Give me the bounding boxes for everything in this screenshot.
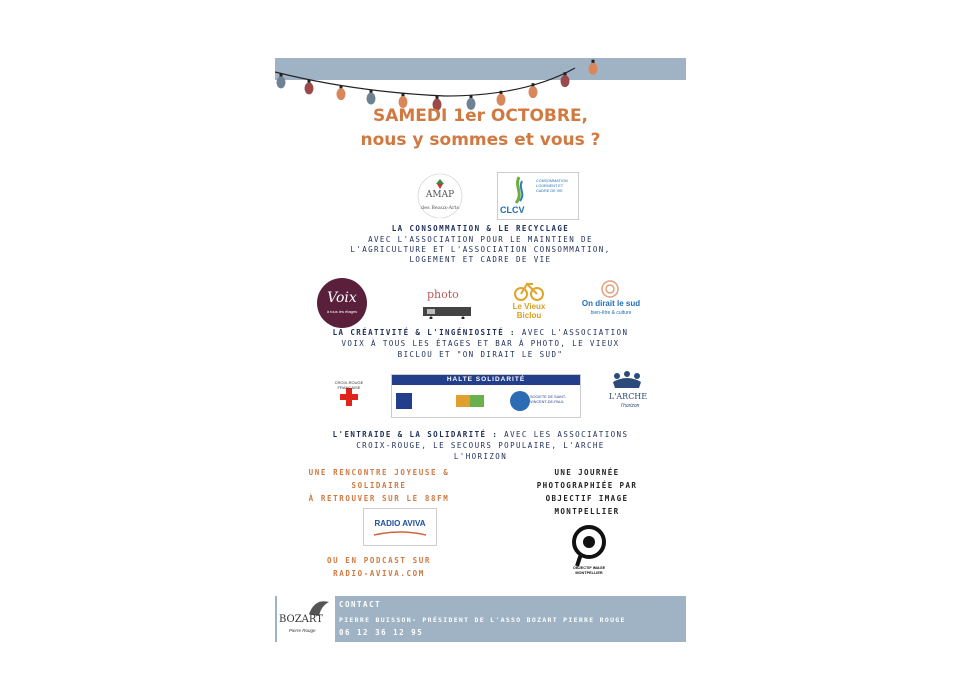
- on-dirait-le-sud-logo: On dirait le sud bien-être & culture: [573, 280, 649, 324]
- photo-credit-line-2: PHOTOGRAPHIÉE PAR: [536, 481, 638, 490]
- light-bulb: [561, 75, 570, 87]
- halte-solidarite-logo: HALTE SOLIDARITÉ SOCIETE DE SAINT-VINCENT-DE-PAUL: [391, 374, 581, 418]
- bar-a-photo-logo: photo: [419, 284, 475, 324]
- light-bulb: [367, 92, 376, 104]
- amap-logo: AMAP des Beaux-Arts: [413, 173, 467, 219]
- light-bulb: [277, 76, 286, 88]
- radio-line-3: À RETROUVER SUR LE 88FM: [308, 494, 450, 503]
- light-bulb: [337, 88, 346, 100]
- section-solidarite-line-3: L'HORIZON: [453, 452, 508, 461]
- podcast-line-1: OU EN PODCAST SUR: [327, 556, 431, 565]
- podcast-link: RADIO-AVIVA.COM: [333, 569, 425, 578]
- radio-line-2: SOLIDAIRE: [351, 481, 407, 490]
- contact-phone[interactable]: 06 12 36 12 95: [339, 628, 424, 637]
- croix-rouge-logo: CROIX-ROUGE FRANÇAISE: [331, 380, 367, 420]
- radio-line-1: UNE RENCONTRE JOYEUSE &: [308, 468, 450, 477]
- le-vieux-biclou-logo: Le Vieux Biclou: [507, 276, 551, 326]
- section-creativite-line-3: BICLOU ET "ON DIRAIT LE SUD": [397, 350, 564, 359]
- section-consommation-line-3: LOGEMENT ET CADRE DE VIE: [409, 255, 552, 264]
- section-creativite-title: LA CRÉATIVITÉ & L'INGÉNIOSITÉ :: [332, 328, 516, 337]
- section-creativite-line-2: VOIX À TOUS LES ÉTAGES ET BAR À PHOTO, LE VIEUX: [341, 339, 620, 348]
- photo-credit-line-4: MONTPELLIER: [554, 507, 620, 516]
- photo-credit-line-1: UNE JOURNÉE: [554, 468, 620, 477]
- headline-line-2: nous y sommes et vous ?: [360, 130, 601, 150]
- photo-credit-line-3: OBJECTIF IMAGE: [545, 494, 629, 503]
- radio-aviva-logo: RADIO AVIVA: [363, 508, 437, 546]
- voix-logo: Voix à tous les étages: [317, 278, 367, 328]
- clcv-logo: CLCV CONSOMMATION LOGEMENT ET CADRE DE VIE: [497, 172, 579, 220]
- bozart-logo: BOZART Pierre Rouge: [277, 594, 335, 642]
- light-bulb: [589, 63, 598, 75]
- light-bulb: [529, 86, 538, 98]
- section-consommation-line-2: L'AGRICULTURE ET L'ASSOCIATION CONSOMMATION,: [350, 245, 611, 254]
- section-solidarite-line-1: L'ENTRAIDE & LA SOLIDARITÉ : AVEC LES ASSOCIATIONS: [332, 430, 629, 439]
- section-consommation-line-1: AVEC L'ASSOCIATION POUR LE MAINTIEN DE: [368, 235, 593, 244]
- section-solidarite-title: L'ENTRAIDE & LA SOLIDARITÉ :: [332, 430, 499, 439]
- contact-label: CONTACT: [339, 600, 382, 609]
- objectif-image-logo: OBJECTIF IMAGE MONTPELLIER: [563, 524, 615, 576]
- light-bulb: [305, 82, 314, 94]
- contact-name: PIERRE BUISSON- PRÉSIDENT DE L'ASSO BOZART PIERRE ROUGE: [339, 616, 626, 624]
- section-creativite-line-1: LA CRÉATIVITÉ & L'INGÉNIOSITÉ : AVEC L'ASSOCIATION: [332, 328, 629, 337]
- larche-logo: L'ARCHE l'horizon: [603, 370, 653, 418]
- section-consommation-title: LA CONSOMMATION & LE RECYCLAGE: [391, 224, 570, 233]
- light-bulb: [497, 94, 506, 106]
- section-solidarite-line-2: CROIX-ROUGE, LE SECOURS POPULAIRE, L'ARCHE: [356, 441, 605, 450]
- headline-line-1: SAMEDI 1er OCTOBRE,: [372, 106, 589, 126]
- event-poster: [275, 58, 686, 642]
